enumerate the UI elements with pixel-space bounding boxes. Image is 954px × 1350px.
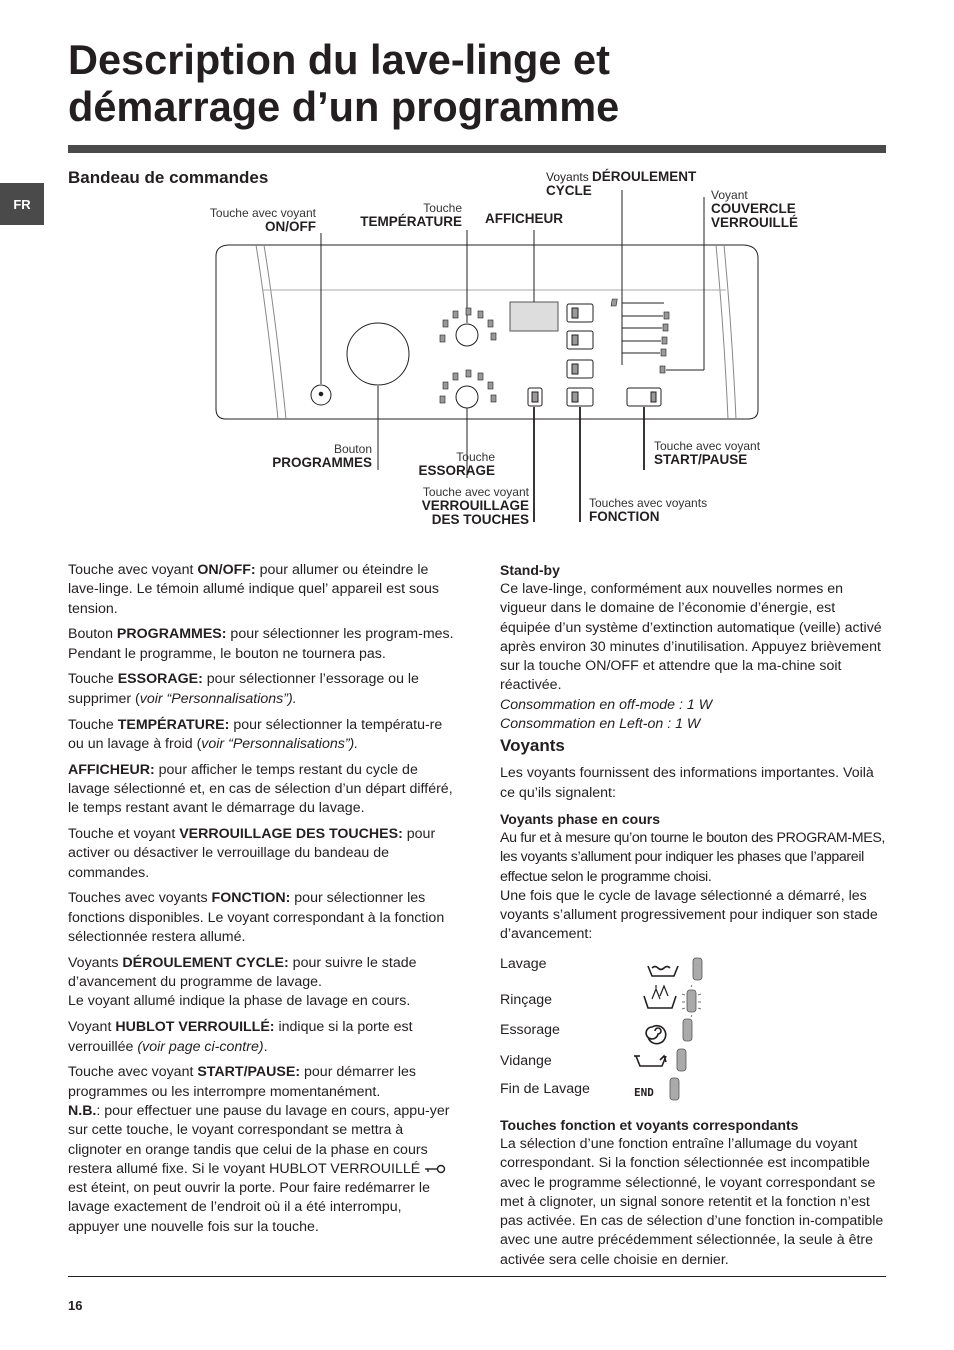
language-tab: FR <box>0 183 44 225</box>
phase-text2: Une fois que le cycle de lavage sélectionné a démarré, les voyants s’allument progressivement pour indiquer son stade d’avancement: <box>500 887 878 943</box>
afficheur-display <box>510 302 558 331</box>
para-essorage: Touche ESSORAGE: pour sélectionner l’essorage ou le supprimer (voir “Personnalisations”). <box>68 671 419 707</box>
phase-lavage: Lavage <box>500 956 547 972</box>
para-onoff: Touche avec voyant ON/OFF: pour allumer ou éteindre le lave-linge. Le témoin allumé indique quel’ appareil est sous tension. <box>68 562 439 617</box>
phase-fin: Fin de Lavage <box>500 1081 590 1097</box>
footer-rule <box>68 1276 886 1277</box>
panel-inner-curve <box>256 245 278 419</box>
para-fonction: Touches avec voyants FONCTION: pour sélectionner les fonctions disponibles. Le voyant correspondant à la fonction sélectionnée restera allumé. <box>68 890 445 946</box>
label-onoff: Touche avec voyant ON/OFF <box>209 206 316 234</box>
standby-title: Stand-by <box>500 562 560 578</box>
page-title: Description du lave-linge et démarrage d’un programme <box>68 36 620 130</box>
phase-rincage: Rinçage <box>500 992 553 1008</box>
label-couvercle: Voyant COUVERCLE VERROUILLÉ <box>711 188 799 230</box>
right-column <box>500 561 888 945</box>
label-essorage: Touche ESSORAGE <box>418 450 495 478</box>
standby-text: Ce lave-linge, conformément aux nouvelles normes en vigueur dans le domaine de l’économie d’énergie, est équipée d’un système d’extinction automatique (veille) activé après environ 30 minutes d’inutilisation. Appuyez brièvement sur la touche ON/OFF et attendre que la ma-chine soit réactivée. <box>500 581 882 694</box>
para-verrouillage: Touche et voyant VERROUILLAGE DES TOUCHES: pour activer ou désactiver le verrouillage du bandeau de commandes. <box>68 826 436 881</box>
page-number: 16 <box>68 1298 83 1313</box>
conso-lefton: Consommation en Left-on : 1 W <box>500 716 701 733</box>
left-column <box>68 561 456 1244</box>
temperature-dial <box>456 324 478 346</box>
label-temperature: Touche TEMPÉRATURE <box>360 201 462 229</box>
para-afficheur: AFFICHEUR: pour afficher le temps restant du cycle de lavage sélectionné et, en cas de sélection d’un départ différé, le temps restant avant le démarrage du lavage. <box>68 761 453 817</box>
phase-vidange: Vidange <box>500 1053 552 1069</box>
phase-text1: Au fur et à mesure qu’on tourne le bouton des PROGRAM-MES, les voyants s’allument pour indiquer les phases que l’appareil effectue selon le programme choisi. <box>500 829 886 885</box>
para-nb: N.B.: pour effectuer une pause du lavage en cours, appu-yer sur cette touche, le voyant correspondant se mettra à clignoter en orange tandis que celui de la phase en cours restera allumé fixe. Si le voyant HUBLOT VERROUILLÉ est éteint, on peut ouvrir la porte. Pour faire redémarrer le lavage exactement de l’endroit où il a été interrompu, appuyer une nouvelle fois sur la touche. <box>68 1102 450 1235</box>
phase-title: Voyants phase en cours <box>500 810 661 827</box>
section-title: Bandeau de commandes <box>68 168 269 187</box>
para-programmes: Bouton PROGRAMMES: pour sélectionner les program-mes. Pendant le programme, le bouton ne tournera pas. <box>68 626 454 662</box>
voyants-text: Les voyants fournissent des informations importantes. Voilà ce qu’ils signalent: <box>500 765 874 801</box>
phase-essorage: Essorage <box>500 1022 560 1038</box>
voyants-title: Voyants <box>500 736 565 756</box>
label-verrouillage: Touche avec voyant VERROUILLAGE DES TOUCHES <box>421 485 529 527</box>
label-afficheur: AFFICHEUR <box>485 211 563 226</box>
fonction-title: Touches fonction et voyants correspondants <box>500 1117 799 1133</box>
label-deroulement: Voyants DÉROULEMENT CYCLE <box>546 169 697 198</box>
label-programmes: Bouton PROGRAMMES <box>272 442 372 470</box>
key-icon <box>424 1164 446 1174</box>
fonction-text: La sélection d’une fonction entraîne l’allumage du voyant correspondant. Si la fonction sélectionnée est incompatible avec le programme sélectionné, le voyant correspondant se met à clignoter, un signal sonore retentit et la fonction n’est pas activée. En cas de sélection d’une fonction in-compatible avec une autre précédemment sélectionnée, la seule à être activée sera celle choisie en dernier. <box>500 1136 884 1268</box>
essorage-dial <box>456 386 478 408</box>
vidange-icon <box>636 1056 666 1066</box>
fonction-section <box>500 1116 888 1270</box>
label-startpause: Touche avec voyant START/PAUSE <box>654 439 761 467</box>
para-temperature: Touche TEMPÉRATURE: pour sélectionner la températu-re ou un lavage à froid (voir “Personnalisations”). <box>68 716 443 752</box>
programmes-knob <box>347 323 409 385</box>
para-hublot: Voyant HUBLOT VERROUILLÉ: indique si la porte est verrouillée (voir page ci-contre). <box>68 1019 413 1055</box>
panel-outline <box>216 245 758 419</box>
para-deroulement: Voyants DÉROULEMENT CYCLE: pour suivre le stade d’avancement du programme de lavage. Le voyant allumé indique la phase de lavage en cours. <box>68 954 417 1010</box>
phase-icons <box>630 952 710 1104</box>
essorage-icon <box>646 1026 666 1044</box>
conso-offmode: Consommation en off-mode : 1 W <box>500 696 713 713</box>
para-startpause: Touche avec voyant START/PAUSE: pour démarrer les programmes ou les interrompre momentanément. <box>68 1064 416 1100</box>
label-fonction: Touches avec voyants FONCTION <box>589 496 708 524</box>
end-icon: END <box>634 1086 654 1099</box>
